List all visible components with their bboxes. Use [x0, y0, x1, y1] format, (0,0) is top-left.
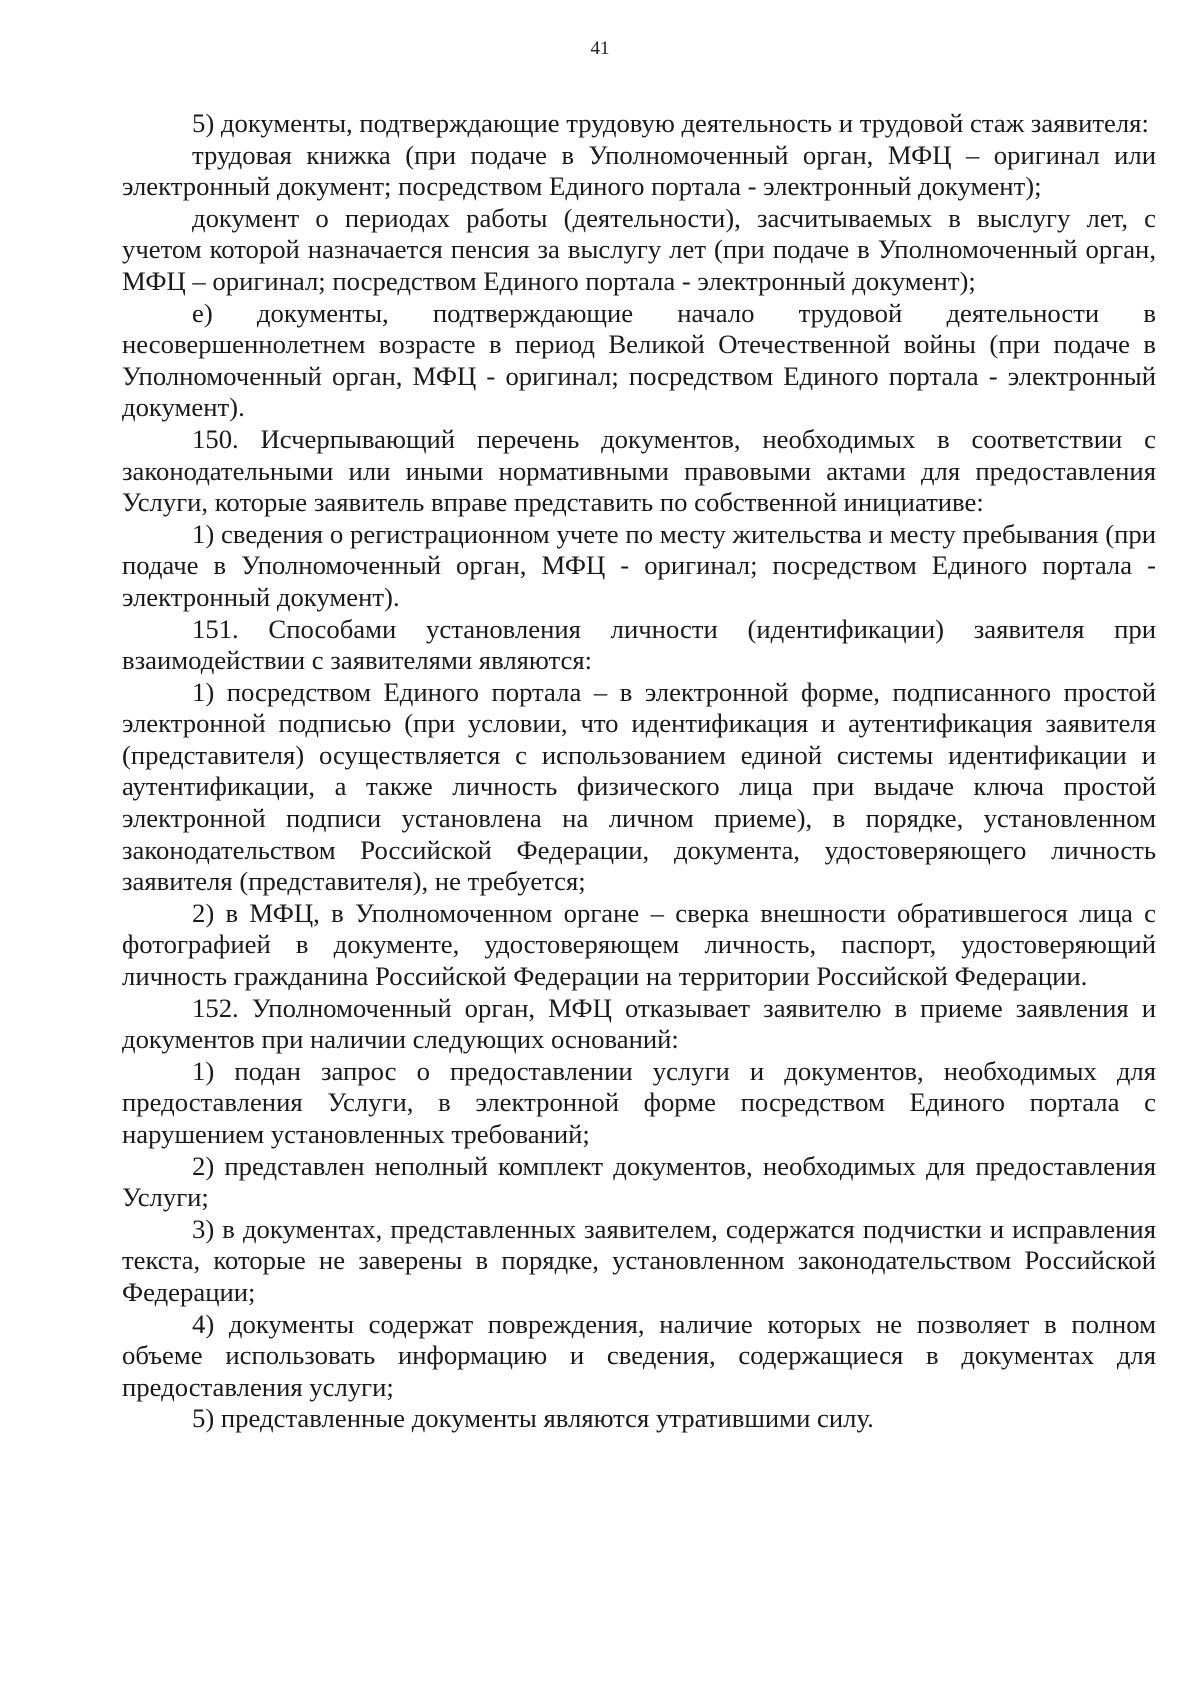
paragraph: 1) сведения о регистрационном учете по месту жительства и месту пребывания (при подаче в Уполномоченный орган, МФЦ - оригинал; посредством Единого портала - электронный документ). [122, 518, 1156, 612]
paragraph: 2) в МФЦ, в Уполномоченном органе – сверка внешности обратившегося лица с фотографией в документе, удостоверяющем личность, паспорт, удостоверяющий личность гражданина Российской Федерации на территории Российской Федерации. [122, 897, 1156, 992]
paragraph: 150. Исчерпывающий перечень документов, необходимых в соответствии с законодательными или иными нормативными правовыми актами для предоставления Услуги, которые заявитель вправе представить по собственной инициативе: [122, 423, 1156, 518]
paragraph: е) документы, подтверждающие начало трудовой деятельности в несовершеннолетнем возрасте в период Великой Отечественной войны (при подаче в Уполномоченный орган, МФЦ - оригинал; посредством Единого портала - электронный документ). [122, 297, 1156, 423]
paragraph: 3) в документах, представленных заявителем, содержатся подчистки и исправления текста, которые не заверены в порядке, установленном законодательством Российской Федерации; [122, 1213, 1156, 1307]
paragraph: 151. Способами установления личности (идентификации) заявителя при взаимодействии с заявителями являются: [122, 613, 1156, 676]
page-number: 41 [590, 38, 610, 59]
paragraph: 4) документы содержат повреждения, наличие которых не позволяет в полном объеме использовать информацию и сведения, содержащиеся в документах для предоставления услуги; [122, 1308, 1156, 1402]
paragraph: документ о периодах работы (деятельности), засчитываемых в выслугу лет, с учетом которой назначается пенсия за выслугу лет (при подаче в Уполномоченный орган, МФЦ – оригинал; посредством Единого портала - электронный документ); [122, 202, 1156, 296]
paragraph: 5) документы, подтверждающие трудовую деятельность и трудовой стаж заявителя: [192, 108, 1149, 138]
paragraph: 1) посредством Единого портала – в электронной форме, подписанного простой электронной подписью (при условии, что идентификация и аутентификация заявителя (представителя) осуществляется с использованием единой системы идентификации и аутентификации, а также личность физического лица при выдаче ключа простой электронной подписи установлена на личном приеме), в порядке, установленном законодательством Российской Федерации, документа, удостоверяющего личность заявителя (представителя), не требуется; [122, 676, 1156, 897]
paragraph: 152. Уполномоченный орган, МФЦ отказывает заявителю в приеме заявления и документов при наличии следующих оснований: [122, 992, 1156, 1055]
paragraph: 5) представленные документы являются утратившими силу. [192, 1403, 874, 1434]
document-body [122, 108, 1156, 1435]
paragraph: трудовая книжка (при подаче в Уполномоченный орган, МФЦ – оригинал или электронный документ; посредством Единого портала - электронный документ); [122, 139, 1156, 202]
paragraph: 2) представлен неполный комплект документов, необходимых для предоставления Услуги; [122, 1150, 1156, 1213]
paragraph: 1) подан запрос о предоставлении услуги и документов, необходимых для предоставления Услуги, в электронной форме посредством Единого портала с нарушением установленных требований; [122, 1055, 1156, 1149]
